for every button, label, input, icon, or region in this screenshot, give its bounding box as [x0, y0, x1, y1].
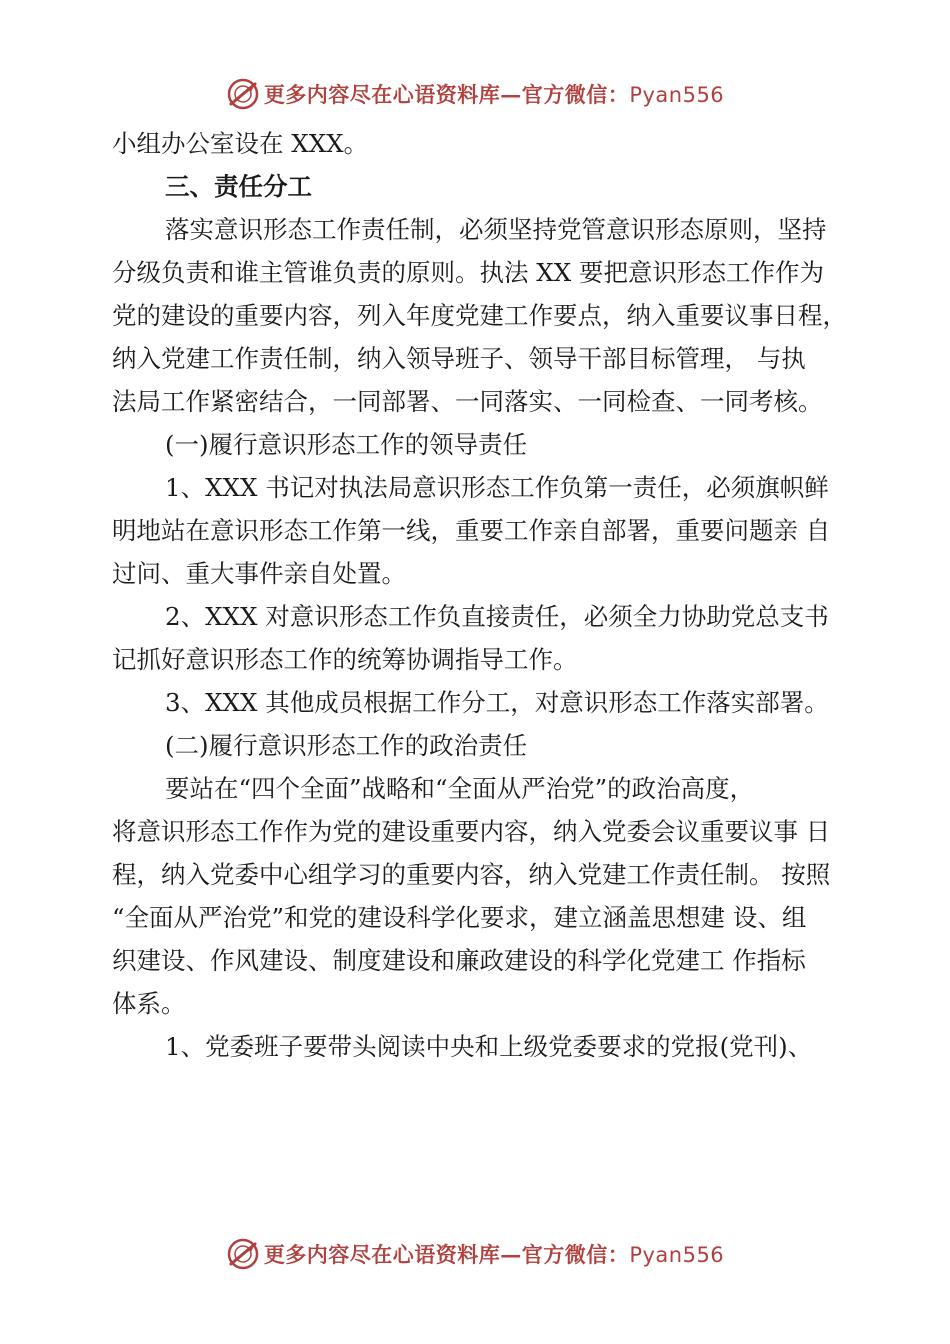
section-heading: 三、责任分工 [165, 172, 312, 201]
subsection-heading: (二)履行意识形态工作的政治责任 [165, 731, 528, 760]
library-logo-icon [226, 77, 260, 111]
body-line: 要站在“四个全面”战略和“全面从严治党”的政治高度， [165, 774, 755, 803]
body-line: 法局工作紧密结合，一同部署、一同落实、一同检查、一同考核。 [112, 387, 823, 416]
body-line: 1、党委班子要带头阅读中央和上级党委要求的党报(党刊)、 [165, 1032, 813, 1061]
body-line: “全面从严治党”和党的建设科学化要求，建立涵盖思想建 设、组 [112, 903, 807, 932]
body-line: 小组办公室设在 XXX。 [112, 129, 369, 158]
body-line: 1、XXX 书记对执法局意识形态工作负第一责任，必须旗帜鲜 [165, 473, 829, 502]
body-line: 体系。 [112, 989, 186, 1018]
footer-watermark-text: 更多内容尽在心语资料库—官方微信：Pyan556 [263, 1242, 725, 1267]
body-line: 明地站在意识形态工作第一线，重要工作亲自部署，重要问题亲 自 [112, 516, 831, 545]
body-line: 程，纳入党委中心组学习的重要内容，纳入党建工作责任制。 按照 [112, 860, 831, 889]
body-line: 将意识形态工作作为党的建设重要内容，纳入党委会议重要议事 日 [112, 817, 831, 846]
body-line: 纳入党建工作责任制，纳入领导班子、领导干部目标管理， 与执 [112, 344, 806, 373]
body-line: 织建设、作风建设、制度建设和廉政建设的科学化党建工 作指标 [112, 946, 806, 975]
footer-watermark [0, 1234, 950, 1274]
body-line: 记抓好意识形态工作的统筹协调指导工作。 [112, 645, 578, 674]
body-line: 分级负责和谁主管谁负责的原则。执法 XX 要把意识形态工作作为 [112, 258, 824, 287]
library-logo-icon [226, 1237, 260, 1271]
body-line: 落实意识形态工作责任制，必须坚持党管意识形态原则，坚持 [165, 215, 827, 244]
body-line: 党的建设的重要内容，列入年度党建工作要点，纳入重要议事日程， [112, 301, 847, 330]
body-line: 3、XXX 其他成员根据工作分工，对意识形态工作落实部署。 [165, 688, 829, 717]
body-line: 过问、重大事件亲自处置。 [112, 559, 406, 588]
header-watermark-text: 更多内容尽在心语资料库—官方微信：Pyan556 [263, 82, 725, 107]
header-watermark [0, 74, 950, 114]
document-body [112, 122, 857, 1068]
body-line: 2、XXX 对意识形态工作负直接责任，必须全力协助党总支书 [165, 602, 829, 631]
subsection-heading: (一)履行意识形态工作的领导责任 [165, 430, 528, 459]
